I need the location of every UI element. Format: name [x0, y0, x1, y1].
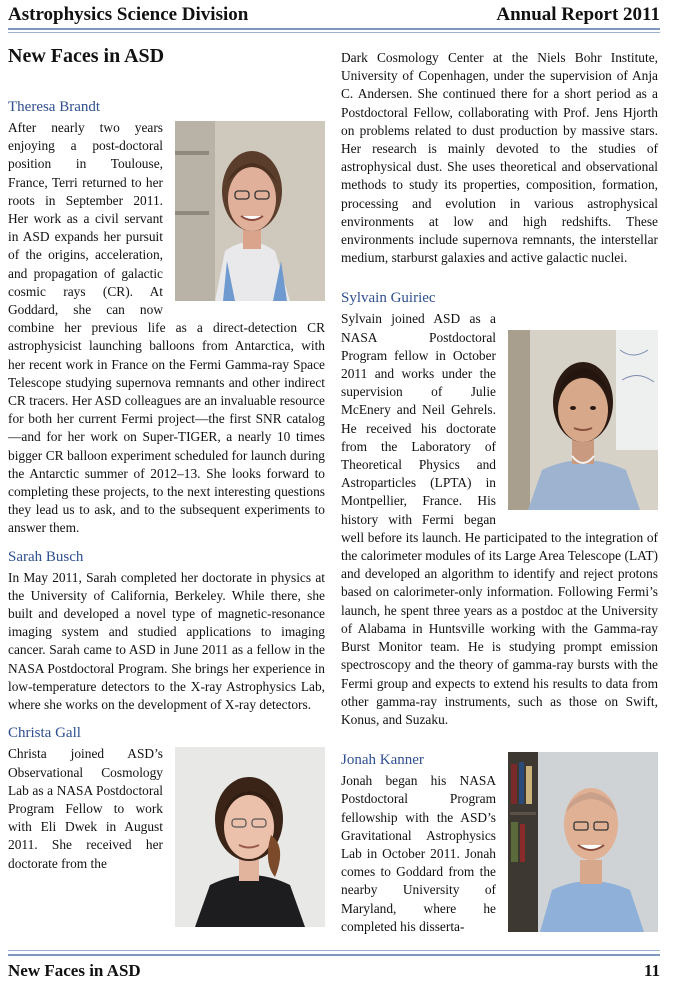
- bio-gall-continued: Dark Cosmology Center at the Niels Bohr Institute, University of Copenhagen, under the supervision of Anja C. Andersen. She continued there for a short period as a Postdoctoral Fellow, collaborating with Prof. Jens Hjorth on problems related to dust production by massive stars. Her research is mainly devoted to the studies of astrophysical dust. She uses theoretical and observational methods to study its properties, composition, formation, processing and evolution in various astrophysical environments at low and high redshifts. These environments include supernova remnants, the interstellar medium, starburst galaxies and active galactic nuclei.: [341, 50, 658, 266]
- footer-rule-thin: [8, 950, 660, 951]
- person-name-brandt: Theresa Brandt: [8, 99, 101, 115]
- section-title: New Faces in ASD: [8, 45, 165, 67]
- bio-gall: Christa joined ASD’s Observational Cosmology Lab as a NASA Postdoctoral Program Fellow to work with Eli Dwek in August 2011. She received her doctorate from the: [8, 746, 163, 871]
- header-rule-thin: [8, 32, 660, 33]
- column-left: [8, 44, 325, 931]
- page-number: 11: [643, 961, 660, 980]
- photo-christa-gall: [175, 747, 325, 927]
- bio-busch: In May 2011, Sarah completed her doctorate in physics at the University of California, Berkeley. While there, she built and developed a novel type of magnetic-resonance imaging system and studied applications to imaging cancer. Sarah came to ASD in June 2011 as a fellow in the NASA Postdoctoral Program. She brings her experience in low-temperature detectors to the X-ray Astrophysics Lab, where she works on the development of X-ray detectors.: [8, 569, 325, 713]
- header-rule: [8, 28, 660, 30]
- photo-jonah-kanner: [508, 752, 658, 932]
- bio-guiriec: Sylvain joined ASD as a NASA Postdoctoral Program fellow in October 2011 and works under the supervision of Julie McEnery and Neil Gehrels. He received his doctorate from the Laboratory of Theoretical Physics and Astroparticles (LPTA) in Montpellier, France. His history with Fermi began well before its launch. He participated to the integration of the calorimeter modules of its Large Area Telescope (LAT) and developed an algorithm to identify and reject protons based on calorimeter-only information. Following Fermi’s launch, he spent three years as a postdoc at the University of Alabama in Huntsville working with the Gamma-ray Burst Monitor team. He is studying prompt emission spectroscopy and the theory of gamma-ray bursts with the Fermi group and expects to extend his results to data from other gamma-ray instruments, such as those on Swift, Konus, and Suzaku.: [341, 311, 658, 727]
- photo-sylvain-guiriec: [508, 330, 658, 510]
- person-name-guiriec: Sylvain Guiriec: [341, 290, 436, 307]
- division-title: Astrophysics Science Division: [8, 4, 249, 25]
- page-footer: [0, 955, 682, 987]
- person-name-busch: Sarah Busch: [8, 548, 84, 565]
- person-name-gall: Christa Gall: [8, 725, 81, 742]
- person-name-kanner: Jonah Kanner: [341, 752, 424, 769]
- bio-kanner: Jonah began his NASA Postdoctoral Program fellowship with the ASD’s Gravitational Astrophysics Lab in October 2011. Jonah comes to Goddard from the nearby University of Maryland, where he completed his disserta-: [341, 773, 496, 934]
- photo-theresa-brandt: [175, 121, 325, 301]
- column-right: [341, 49, 658, 936]
- report-title: Annual Report 2011: [496, 4, 660, 25]
- footer-section-title: New Faces in ASD: [8, 961, 141, 980]
- bio-brandt: After nearly two years enjoying a post-doctoral position in Toulouse, France, Terri returned to her roots in September 2011. Her work as a civil servant in ASD expands her pursuit of the origins, acceleration, and propagation of galactic cosmic rays (CR). At Goddard, she can now combine her previous life as a direct-detection CR astrophysicist launching balloons from Antarctica, with her recent work in France on the Fermi Gamma-ray Space Telescope studying supernova remnants and other indirect CR tracers. Her ASD colleagues are an invaluable resource for both her current Fermi project—the first SNR catalog—and for her work on Super-TIGER, a nearly 10 times bigger CR balloon experiment scheduled for launch during the Antarctic summer of 2012–13. She looks forward to completing these projects, to the next interesting questions they lead us to ask, and to the subsequent experiments to answer them.: [8, 120, 325, 536]
